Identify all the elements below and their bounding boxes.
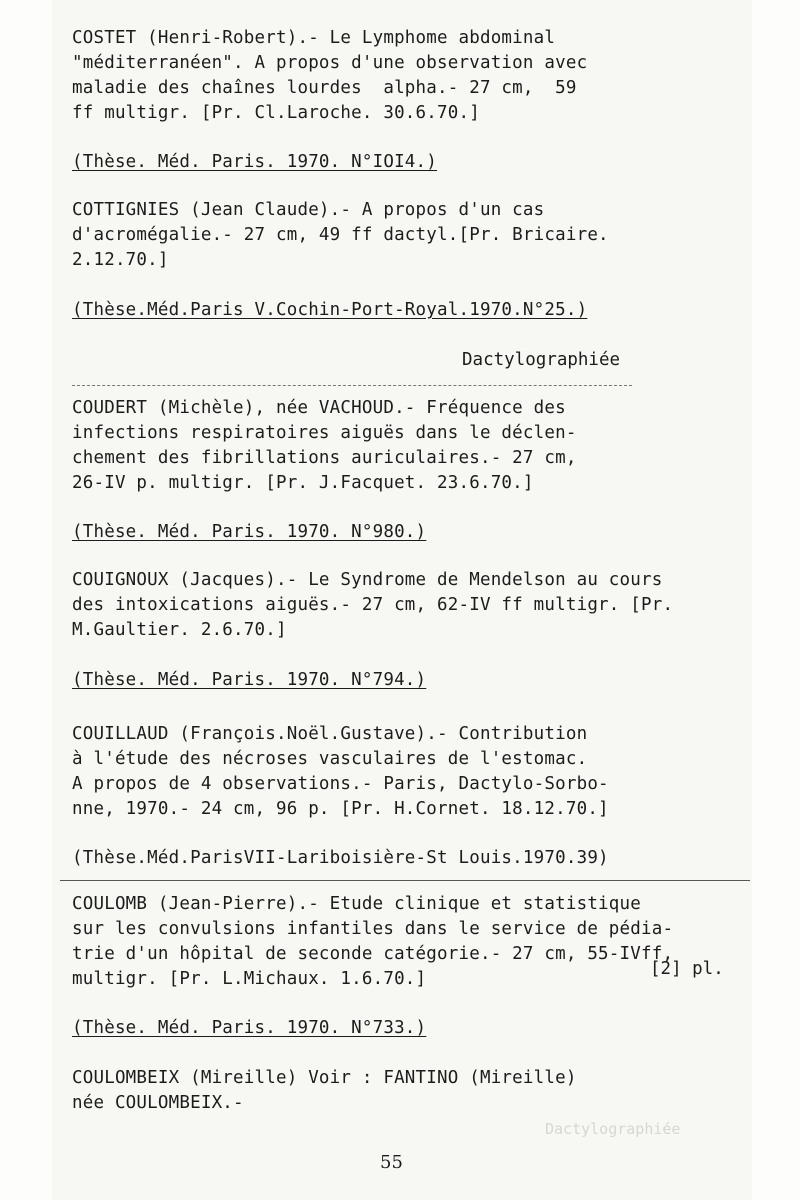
show-through-text: Dactylographiée	[545, 1120, 681, 1138]
catalog-entry-couillaud	[72, 722, 762, 822]
entry-line: sur les convulsions infantiles dans le service de pédia-	[72, 919, 674, 939]
entry-line: trie d'un hôpital de seconde catégorie.- 27 cm, 55-IVff,	[72, 944, 674, 964]
entry-line: chement des fibrillations auriculaires.- 27 cm,	[72, 448, 577, 468]
thesis-reference: (Thèse.Méd.ParisVII-Lariboisière-St Louis.1970.39)	[72, 848, 609, 868]
entry-line: des intoxications aiguës.- 27 cm, 62-IV ff multigr. [Pr.	[72, 595, 674, 615]
separator-line	[72, 385, 632, 386]
entry-line: multigr. [Pr. L.Michaux. 1.6.70.]	[72, 969, 427, 989]
entry-line: COSTET (Henri-Robert).- Le Lymphome abdominal	[72, 28, 556, 48]
entry-line: 26-IV p. multigr. [Pr. J.Facquet. 23.6.70.]	[72, 473, 534, 493]
entry-line: A propos de 4 observations.- Paris, Dactylo-Sorbo-	[72, 774, 609, 794]
thesis-reference: (Thèse. Méd. Paris. 1970. N°733.)	[72, 1018, 427, 1038]
entry-line: infections respiratoires aiguës dans le déclen-	[72, 423, 577, 443]
thesis-reference: (Thèse. Méd. Paris. 1970. N°IOI4.)	[72, 152, 438, 172]
catalog-entry-coulombeix	[72, 1066, 762, 1116]
entry-line: née COULOMBEIX.-	[72, 1093, 244, 1113]
entry-line: COUILLAUD (François.Noël.Gustave).- Contribution	[72, 724, 588, 744]
entry-line: d'acromégalie.- 27 cm, 49 ff dactyl.[Pr. Bricaire.	[72, 225, 609, 245]
thesis-reference: (Thèse. Méd. Paris. 1970. N°794.)	[72, 670, 427, 690]
entry-line: COULOMB (Jean-Pierre).- Etude clinique et statistique	[72, 894, 642, 914]
thesis-reference: (Thèse.Méd.Paris V.Cochin-Port-Royal.1970.N°25.)	[72, 300, 588, 320]
typescript-remark: Dactylographiée	[462, 350, 621, 370]
page-number: 55	[380, 1152, 403, 1173]
entry-line: 2.12.70.]	[72, 250, 169, 270]
thesis-reference: (Thèse. Méd. Paris. 1970. N°980.)	[72, 522, 427, 542]
entry-line: COUDERT (Michèle), née VACHOUD.- Fréquence des	[72, 398, 566, 418]
entry-line: COTTIGNIES (Jean Claude).- A propos d'un cas	[72, 200, 545, 220]
entry-line: ff multigr. [Pr. Cl.Laroche. 30.6.70.]	[72, 103, 480, 123]
catalog-entry-coudert	[72, 396, 762, 496]
catalog-entry-costet	[72, 26, 762, 126]
entry-line: maladie des chaînes lourdes alpha.- 27 cm, 59	[72, 78, 577, 98]
entry-line: M.Gaultier. 2.6.70.]	[72, 620, 287, 640]
plates-note: [2] pl.	[650, 959, 724, 979]
entry-line: COUIGNOUX (Jacques).- Le Syndrome de Mendelson au cours	[72, 570, 663, 590]
catalog-entry-cottignies	[72, 198, 762, 273]
catalog-entry-couignoux	[72, 568, 762, 643]
entry-line: à l'étude des nécroses vasculaires de l'estomac.	[72, 749, 588, 769]
entry-line: nne, 1970.- 24 cm, 96 p. [Pr. H.Cornet. 18.12.70.]	[72, 799, 609, 819]
entry-line: "méditerranéen". A propos d'une observation avec	[72, 53, 588, 73]
separator-line	[60, 880, 750, 881]
entry-line: COULOMBEIX (Mireille) Voir : FANTINO (Mireille)	[72, 1068, 577, 1088]
